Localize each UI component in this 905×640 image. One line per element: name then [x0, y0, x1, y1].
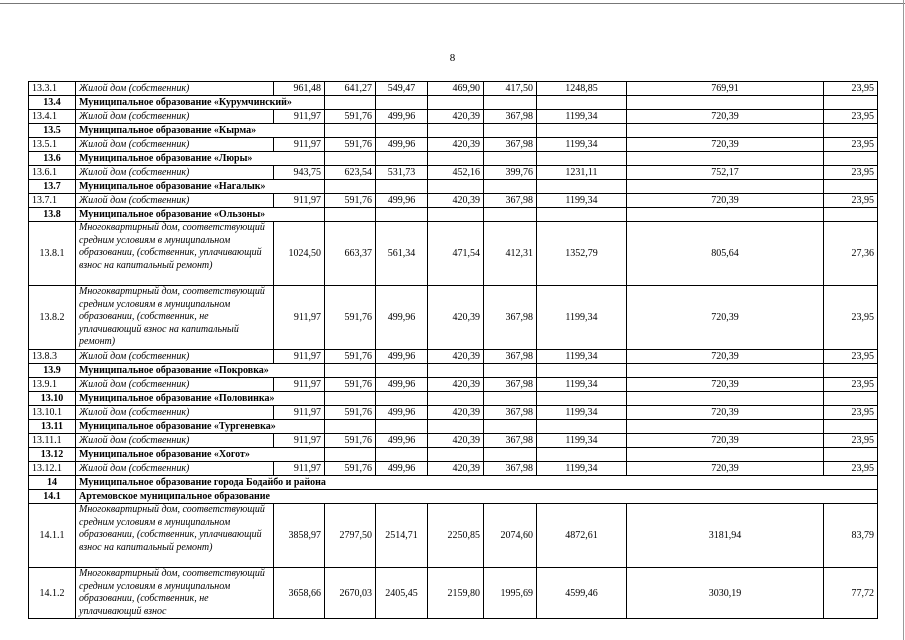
value-cell: 911,97: [274, 378, 325, 392]
value-cell: 3658,66: [274, 568, 325, 619]
row-code: 13.8.2: [29, 286, 76, 350]
empty-cell: [325, 96, 376, 110]
page-top-edge: [0, 3, 905, 4]
value-cell: 805,64: [627, 222, 824, 286]
table-row: [29, 138, 878, 152]
empty-cell: [325, 208, 376, 222]
value-cell: 911,97: [274, 194, 325, 208]
value-cell: 417,50: [484, 82, 537, 96]
tariff-table: [28, 81, 878, 619]
table-row: [29, 406, 878, 420]
empty-cell: [325, 180, 376, 194]
value-cell: 591,76: [325, 110, 376, 124]
table-row: [29, 286, 878, 350]
value-cell: 2670,03: [325, 568, 376, 619]
value-cell: 1199,34: [537, 194, 627, 208]
value-cell: 499,96: [376, 138, 428, 152]
value-cell: 83,79: [824, 504, 878, 568]
value-cell: 911,97: [274, 406, 325, 420]
value-cell: 531,73: [376, 166, 428, 180]
empty-cell: [376, 448, 428, 462]
value-cell: 420,39: [428, 434, 484, 448]
value-cell: 2405,45: [376, 568, 428, 619]
empty-cell: [824, 96, 878, 110]
empty-cell: [325, 392, 376, 406]
row-code: 13.8.3: [29, 350, 76, 364]
section-row: [29, 420, 878, 434]
value-cell: 1352,79: [537, 222, 627, 286]
value-cell: 27,36: [824, 222, 878, 286]
value-cell: 911,97: [274, 138, 325, 152]
empty-cell: [627, 124, 824, 138]
value-cell: 1199,34: [537, 406, 627, 420]
empty-cell: [428, 364, 484, 378]
value-cell: 499,96: [376, 406, 428, 420]
empty-cell: [376, 124, 428, 138]
empty-cell: [484, 392, 537, 406]
row-description: Жилой дом (собственник): [76, 406, 274, 420]
section-code: 13.10: [29, 392, 76, 406]
value-cell: 499,96: [376, 434, 428, 448]
value-cell: 420,39: [428, 110, 484, 124]
row-description: Многоквартирный дом, соответствующий средним условиям в муниципальном образовании, (собственник, не уплачивающий взнос: [76, 568, 274, 619]
empty-cell: [537, 152, 627, 166]
section-code: 14.1: [29, 490, 76, 504]
value-cell: 561,34: [376, 222, 428, 286]
empty-cell: [376, 364, 428, 378]
value-cell: 420,39: [428, 378, 484, 392]
section-title: Муниципальное образование «Кырма»: [76, 124, 325, 138]
section-row: [29, 364, 878, 378]
empty-cell: [325, 364, 376, 378]
value-cell: 23,95: [824, 378, 878, 392]
row-description: Жилой дом (собственник): [76, 138, 274, 152]
empty-cell: [484, 364, 537, 378]
value-cell: 23,95: [824, 462, 878, 476]
section-row: [29, 96, 878, 110]
table-row: [29, 82, 878, 96]
section-title: Муниципальное образование «Хогот»: [76, 448, 325, 462]
section-row: [29, 124, 878, 138]
row-code: 13.7.1: [29, 194, 76, 208]
value-cell: 367,98: [484, 194, 537, 208]
value-cell: 412,31: [484, 222, 537, 286]
empty-cell: [537, 448, 627, 462]
empty-cell: [376, 420, 428, 434]
row-code: 13.5.1: [29, 138, 76, 152]
value-cell: 1199,34: [537, 110, 627, 124]
value-cell: 1024,50: [274, 222, 325, 286]
empty-cell: [484, 180, 537, 194]
value-cell: 943,75: [274, 166, 325, 180]
empty-cell: [824, 124, 878, 138]
section-row: [29, 476, 878, 490]
row-code: 13.12.1: [29, 462, 76, 476]
row-description: Жилой дом (собственник): [76, 110, 274, 124]
empty-cell: [537, 208, 627, 222]
value-cell: 23,95: [824, 434, 878, 448]
value-cell: 1248,85: [537, 82, 627, 96]
empty-cell: [428, 208, 484, 222]
table-row: [29, 378, 878, 392]
value-cell: 2159,80: [428, 568, 484, 619]
value-cell: 1199,34: [537, 462, 627, 476]
row-description: Жилой дом (собственник): [76, 82, 274, 96]
value-cell: 367,98: [484, 462, 537, 476]
empty-cell: [484, 448, 537, 462]
value-cell: 911,97: [274, 462, 325, 476]
section-row: [29, 448, 878, 462]
value-cell: 499,96: [376, 286, 428, 350]
value-cell: 77,72: [824, 568, 878, 619]
section-row: [29, 490, 878, 504]
empty-cell: [627, 180, 824, 194]
value-cell: 367,98: [484, 378, 537, 392]
empty-cell: [484, 420, 537, 434]
row-code: 13.9.1: [29, 378, 76, 392]
value-cell: 720,39: [627, 406, 824, 420]
empty-cell: [428, 152, 484, 166]
empty-cell: [428, 96, 484, 110]
table-row: [29, 504, 878, 568]
empty-cell: [627, 448, 824, 462]
section-row: [29, 208, 878, 222]
value-cell: 1995,69: [484, 568, 537, 619]
section-title: Муниципальное образование «Половинка»: [76, 392, 325, 406]
row-code: 13.3.1: [29, 82, 76, 96]
empty-cell: [428, 448, 484, 462]
value-cell: 399,76: [484, 166, 537, 180]
value-cell: 549,47: [376, 82, 428, 96]
row-description: Жилой дом (собственник): [76, 194, 274, 208]
value-cell: 591,76: [325, 138, 376, 152]
value-cell: 499,96: [376, 378, 428, 392]
section-title: Муниципальное образование «Курумчинский»: [76, 96, 325, 110]
value-cell: 23,95: [824, 350, 878, 364]
value-cell: 499,96: [376, 462, 428, 476]
value-cell: 623,54: [325, 166, 376, 180]
value-cell: 911,97: [274, 350, 325, 364]
section-title: Муниципальное образование «Покровка»: [76, 364, 325, 378]
value-cell: 720,39: [627, 110, 824, 124]
section-title: Муниципальное образование «Люры»: [76, 152, 325, 166]
value-cell: 591,76: [325, 286, 376, 350]
value-cell: 720,39: [627, 434, 824, 448]
value-cell: 1199,34: [537, 286, 627, 350]
table-row: [29, 194, 878, 208]
empty-cell: [824, 364, 878, 378]
empty-cell: [627, 364, 824, 378]
empty-cell: [484, 96, 537, 110]
value-cell: 420,39: [428, 462, 484, 476]
section-row: [29, 392, 878, 406]
value-cell: 2514,71: [376, 504, 428, 568]
empty-cell: [428, 180, 484, 194]
value-cell: 663,37: [325, 222, 376, 286]
section-code: 13.8: [29, 208, 76, 222]
value-cell: 420,39: [428, 406, 484, 420]
page-number: 8: [449, 52, 456, 64]
empty-cell: [627, 420, 824, 434]
table-row: [29, 434, 878, 448]
value-cell: 3030,19: [627, 568, 824, 619]
row-code: 13.11.1: [29, 434, 76, 448]
value-cell: 641,27: [325, 82, 376, 96]
empty-cell: [428, 420, 484, 434]
row-description: Жилой дом (собственник): [76, 462, 274, 476]
value-cell: 367,98: [484, 434, 537, 448]
section-title: Муниципальное образование «Ользоны»: [76, 208, 325, 222]
value-cell: 367,98: [484, 138, 537, 152]
empty-cell: [824, 152, 878, 166]
empty-cell: [824, 208, 878, 222]
value-cell: 471,54: [428, 222, 484, 286]
value-cell: 720,39: [627, 378, 824, 392]
value-cell: 591,76: [325, 434, 376, 448]
value-cell: 420,39: [428, 350, 484, 364]
value-cell: 591,76: [325, 194, 376, 208]
value-cell: 23,95: [824, 406, 878, 420]
empty-cell: [376, 208, 428, 222]
empty-cell: [537, 180, 627, 194]
empty-cell: [484, 208, 537, 222]
value-cell: 452,16: [428, 166, 484, 180]
value-cell: 591,76: [325, 406, 376, 420]
section-code: 13.5: [29, 124, 76, 138]
value-cell: 499,96: [376, 350, 428, 364]
empty-cell: [537, 392, 627, 406]
value-cell: 499,96: [376, 194, 428, 208]
empty-cell: [824, 392, 878, 406]
value-cell: 1199,34: [537, 378, 627, 392]
value-cell: 367,98: [484, 286, 537, 350]
value-cell: 23,95: [824, 110, 878, 124]
value-cell: 720,39: [627, 286, 824, 350]
empty-cell: [325, 124, 376, 138]
value-cell: 23,95: [824, 138, 878, 152]
empty-cell: [824, 420, 878, 434]
empty-cell: [824, 180, 878, 194]
row-description: Жилой дом (собственник): [76, 378, 274, 392]
row-code: 14.1.1: [29, 504, 76, 568]
value-cell: 2797,50: [325, 504, 376, 568]
empty-cell: [537, 124, 627, 138]
empty-cell: [537, 364, 627, 378]
table-row: [29, 568, 878, 619]
value-cell: 911,97: [274, 434, 325, 448]
empty-cell: [428, 124, 484, 138]
section-title: Муниципальное образование города Бодайбо и района: [76, 476, 878, 490]
value-cell: 591,76: [325, 378, 376, 392]
page-right-edge: [903, 0, 904, 640]
value-cell: 2074,60: [484, 504, 537, 568]
table-row: [29, 350, 878, 364]
section-code: 13.12: [29, 448, 76, 462]
value-cell: 911,97: [274, 110, 325, 124]
section-code: 13.7: [29, 180, 76, 194]
table-row: [29, 462, 878, 476]
value-cell: 961,48: [274, 82, 325, 96]
table-row: [29, 222, 878, 286]
value-cell: 420,39: [428, 194, 484, 208]
section-row: [29, 152, 878, 166]
value-cell: 720,39: [627, 462, 824, 476]
row-description: Жилой дом (собственник): [76, 350, 274, 364]
value-cell: 367,98: [484, 406, 537, 420]
empty-cell: [428, 392, 484, 406]
section-code: 13.6: [29, 152, 76, 166]
empty-cell: [325, 152, 376, 166]
value-cell: 1199,34: [537, 434, 627, 448]
row-description: Многоквартирный дом, соответствующий средним условиям в муниципальном образовании, (собственник, уплачивающий взнос на капитальный ремонт): [76, 222, 274, 286]
empty-cell: [627, 392, 824, 406]
value-cell: 1231,11: [537, 166, 627, 180]
value-cell: 420,39: [428, 286, 484, 350]
empty-cell: [325, 448, 376, 462]
value-cell: 1199,34: [537, 350, 627, 364]
empty-cell: [824, 448, 878, 462]
empty-cell: [537, 420, 627, 434]
row-description: Жилой дом (собственник): [76, 434, 274, 448]
value-cell: 3858,97: [274, 504, 325, 568]
section-code: 14: [29, 476, 76, 490]
value-cell: 420,39: [428, 138, 484, 152]
row-code: 13.4.1: [29, 110, 76, 124]
row-code: 13.10.1: [29, 406, 76, 420]
empty-cell: [627, 96, 824, 110]
section-title: Муниципальное образование «Тургеневка»: [76, 420, 325, 434]
empty-cell: [376, 180, 428, 194]
value-cell: 911,97: [274, 286, 325, 350]
section-code: 13.11: [29, 420, 76, 434]
section-code: 13.4: [29, 96, 76, 110]
value-cell: 367,98: [484, 110, 537, 124]
value-cell: 591,76: [325, 462, 376, 476]
value-cell: 720,39: [627, 350, 824, 364]
table-body: [29, 82, 878, 619]
value-cell: 3181,94: [627, 504, 824, 568]
section-code: 13.9: [29, 364, 76, 378]
empty-cell: [325, 420, 376, 434]
value-cell: 23,95: [824, 194, 878, 208]
row-description: Многоквартирный дом, соответствующий средним условиям в муниципальном образовании, (собственник, не уплачивающий взнос на капитальный ремонт): [76, 286, 274, 350]
row-description: Многоквартирный дом, соответствующий средним условиям в муниципальном образовании, (собственник, уплачивающий взнос на капитальный ремонт): [76, 504, 274, 568]
value-cell: 367,98: [484, 350, 537, 364]
section-row: [29, 180, 878, 194]
empty-cell: [627, 208, 824, 222]
row-code: 13.6.1: [29, 166, 76, 180]
empty-cell: [484, 124, 537, 138]
value-cell: 1199,34: [537, 138, 627, 152]
value-cell: 23,95: [824, 82, 878, 96]
empty-cell: [376, 392, 428, 406]
empty-cell: [537, 96, 627, 110]
value-cell: 720,39: [627, 138, 824, 152]
value-cell: 591,76: [325, 350, 376, 364]
row-code: 14.1.2: [29, 568, 76, 619]
empty-cell: [484, 152, 537, 166]
row-code: 13.8.1: [29, 222, 76, 286]
table-row: [29, 110, 878, 124]
value-cell: 499,96: [376, 110, 428, 124]
value-cell: 4599,46: [537, 568, 627, 619]
value-cell: 720,39: [627, 194, 824, 208]
empty-cell: [627, 152, 824, 166]
value-cell: 469,90: [428, 82, 484, 96]
table-row: [29, 166, 878, 180]
value-cell: 23,95: [824, 166, 878, 180]
empty-cell: [376, 152, 428, 166]
section-title: Муниципальное образование «Нагалык»: [76, 180, 325, 194]
value-cell: 2250,85: [428, 504, 484, 568]
empty-cell: [376, 96, 428, 110]
row-description: Жилой дом (собственник): [76, 166, 274, 180]
value-cell: 769,91: [627, 82, 824, 96]
value-cell: 23,95: [824, 286, 878, 350]
value-cell: 4872,61: [537, 504, 627, 568]
value-cell: 752,17: [627, 166, 824, 180]
section-title: Артемовское муниципальное образование: [76, 490, 878, 504]
